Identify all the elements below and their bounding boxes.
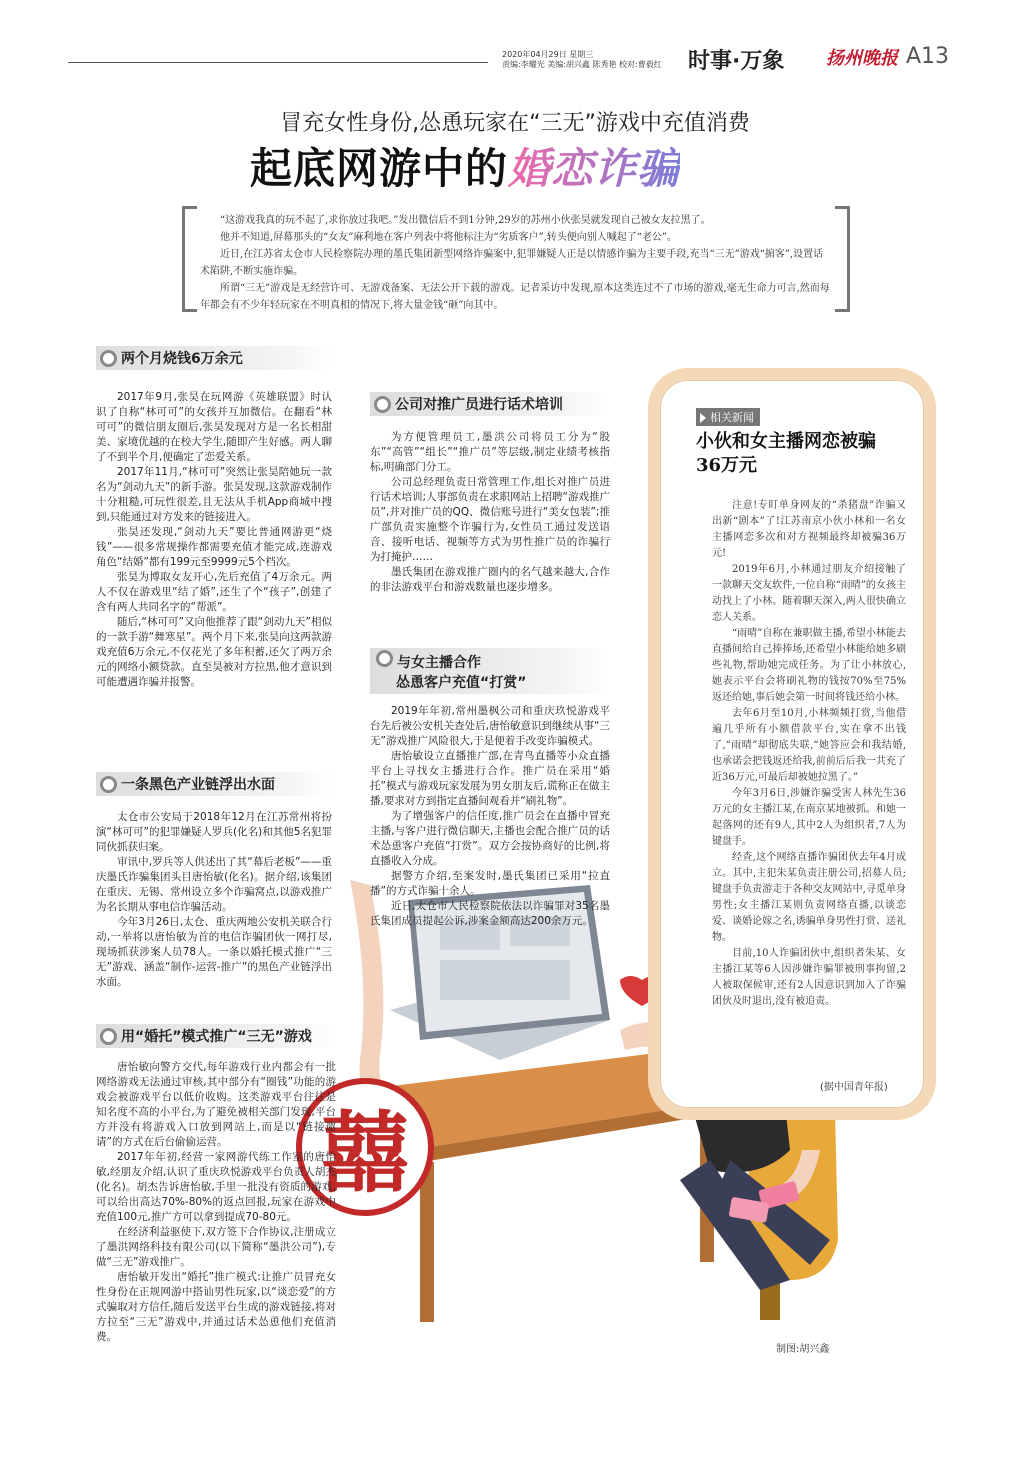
newspaper-logo: 扬州晚报 (826, 48, 898, 69)
article-column-left (96, 346, 332, 690)
article-subhead: 冒充女性身份,怂恿玩家在“三无”游戏中充值消费 (280, 111, 750, 136)
section-heading-text: 一条黑色产业链浮出水面 (121, 777, 275, 793)
article-paragraph: 唐怡敏设立直播推广部,在青鸟直播等小众直播平台上寻找女主播进行合作。推广员在采用“婚托”模式与游戏玩家发展为男女朋友后,谎称正在做主播,要求对方到指定直播间观看并“刷礼物”。 (370, 750, 610, 807)
lead-text (200, 212, 830, 314)
play-icon (700, 413, 706, 423)
header-meta (502, 50, 684, 70)
page-number: A13 (906, 44, 950, 69)
article-column-left-2 (96, 772, 332, 990)
bullet-icon (100, 350, 117, 367)
sidebar-body (712, 498, 906, 1010)
bullet-icon (376, 650, 393, 667)
sidebar-paragraph: 去年6月至10月,小林频频打赏,当他借遍几乎所有小额借款平台,实在拿不出钱了,“雨晴”却彻底失联,“她答应会和我结婚,也承诺会把钱返还给我,前前后后我一共充了近36万元,可最后却被她拉黑了。” (712, 708, 906, 783)
sidebar-title: 小伙和女主播网恋被骗36万元 (696, 431, 876, 476)
article-paragraph: 唐怡敏向警方交代,每年游戏行业内都会有一批网络游戏无法通过审核,其中部分有“圈钱”功能的游戏会被游戏平台以低价收购。这类游戏平台往往是知名度不高的小平台,为了避免被相关部门发现,平台方并没有将游戏入口放到网站上,而是以“链接邀请”的方式在后台偷偷运营。 (96, 1061, 336, 1148)
section-heading-text: 公司对推广员进行话术培训 (395, 397, 563, 413)
lead-paragraph: “这游戏我真的玩不起了,求你放过我吧。”发出微信后不到1分钟,29岁的苏州小伙张昊就发现自己被女友拉黑了。 (220, 215, 711, 226)
headline-text: 起底网游中的 (250, 144, 509, 193)
section-heading (96, 772, 332, 796)
section-heading-text: 与女主播合作 (397, 655, 481, 671)
article-paragraph: 墨氏集团在游戏推广圈内的名气越来越大,合作的非法游戏平台和游戏数量也逐步增多。 (370, 566, 610, 593)
bullet-icon (100, 1028, 117, 1045)
section-heading-text: 用“婚托”模式推广“三无”游戏 (121, 1029, 312, 1045)
article-paragraph: 2017年9月,张昊在玩网游《英雄联盟》时认识了自称“林可可”的女孩并互加微信。在翻看“林可可”的微信朋友圈后,张昊发现对方是一名长相甜美、家境优越的在校大学生,随即产生好感。两人聊了不到半个月,便确定了恋爱关系。 (96, 391, 332, 463)
section-heading-line (376, 650, 604, 672)
lead-paragraph: 他并不知道,屏幕那头的“女友”麻利地在客户列表中将他标注为“劣质客户”,转头便向别人喊起了“老公”。 (220, 232, 678, 243)
staff-line: 责编:李耀光 美编:胡兴鑫 陈秀艳 校对:曹毅红 (502, 60, 662, 69)
section-heading (96, 346, 332, 370)
section-title: 时事·万象 (688, 49, 785, 74)
sidebar-paragraph: 目前,10人诈骗团伙中,组织者朱某、女主播江某等6人因涉嫌诈骗罪被刑事拘留,2人被取保候审,还有2人因意识到加入了诈骗团伙及时退出,没有被追责。 (712, 948, 906, 1007)
article-paragraph: 近日,太仓市人民检察院依法以诈骗罪对35名墨氏集团成员提起公诉,涉案金额高达200余万元。 (370, 900, 610, 927)
bullet-icon (100, 776, 117, 793)
section-heading (370, 392, 610, 416)
sidebar-paragraph: 经查,这个网络直播诈骗团伙去年4月成立。其中,主犯朱某负责注册公司,招募人员;键盘手负责游走于各种交友网站中,寻觅单身男性;女主播江某则负责网络直播,以谈恋爱、谈婚论嫁之名,诱骗单身男性打赏、送礼物。 (712, 852, 906, 943)
article-paragraph: 2017年11月,“林可可”突然让张昊陪她玩一款名为“剑动九天”的新手游。张昊发现,这款游戏制作十分粗糙,可玩性很差,且无法从手机App商城中搜到,只能通过对方发来的链接进入。 (96, 466, 332, 523)
article-paragraph: 唐怡敏开发出“婚托”推广模式:让推广员冒充女性身份在正规网游中搭讪男性玩家,以“谈恋爱”的方式骗取对方信任,随后发送平台生成的游戏链接,将对方拉至“三无”游戏中,并通过话术怂恿他们充值消费。 (96, 1271, 336, 1343)
article-paragraph: 为方便管理员工,墨洪公司将员工分为“股东”“高管”“组长”“推广员”等层级,制定业绩考核指标,明确部门分工。 (370, 431, 610, 473)
headline-highlight: 婚恋诈骗 (508, 144, 681, 193)
article-paragraph: 据警方介绍,至案发时,墨氏集团已采用“拉直播”的方式诈骗十余人。 (370, 870, 610, 897)
article-paragraph: 2017年年初,经营一家网游代练工作室的唐怡敏,经朋友介绍,认识了重庆玖悦游戏平台负责人胡杰(化名)。胡杰告诉唐怡敏,手里一批没有资质的游戏,可以给出高达70%-80%的返点回报,玩家在游戏中充值100元,推广方可以拿到提成70-80元。 (96, 1151, 336, 1223)
article-paragraph: 2019年年初,常州墨枫公司和重庆玖悦游戏平台先后被公安机关查处后,唐怡敏意识到继续从事“三无”游戏推广风险很大,于是便着手改变诈骗模式。 (370, 705, 610, 747)
related-news-label: 相关新闻 (710, 411, 754, 424)
related-news-tag (696, 408, 760, 426)
article-column-left-3 (96, 1024, 336, 1345)
sidebar-paragraph: 注意!专盯单身网友的“杀猪盘”诈骗又出新“剧本”了!江苏南京小伙小林和一名女主播网恋多次和对方视频最终却被骗36万元! (712, 500, 906, 559)
bracket-left (182, 206, 197, 312)
xi-emblem: 囍 (296, 1078, 434, 1216)
section-heading-line-2: 怂恿客户充值“打赏” (396, 675, 527, 691)
article-column-middle (370, 392, 610, 595)
date-line: 2020年04月29日 星期三 (502, 50, 594, 59)
article-headline (250, 136, 680, 196)
article-paragraph: 审讯中,罗兵等人供述出了其“幕后老板”——重庆墨氏诈骗集团头目唐怡敏(化名)。据介绍,该集团在重庆、无锡、常州设立多个诈骗窝点,以游戏推广为名长期从事电信诈骗活动。 (96, 856, 332, 913)
bracket-right (835, 206, 850, 312)
lead-box (182, 206, 850, 314)
sidebar-paragraph: 2019年6月,小林通过朋友介绍接触了一款聊天交友软件,一位自称“雨晴”的女孩主动找上了小林。随着聊天深入,两人很快确立恋人关系。 (712, 564, 906, 623)
article-paragraph: 公司总经理负责日常管理工作,组长对推广员进行话术培训;人事部负责在求职网站上招聘“游戏推广员”,并对推广员的QQ、微信账号进行“美女包装”;推广部负责实施整个诈骗行为,女性员工通过发送语音、接听电话、视频等方式为男性推广员的诈骗行为打掩护…… (370, 476, 610, 563)
lead-paragraph: 近日,在江苏省太仓市人民检察院办理的墨氏集团新型网络诈骗案中,犯罪嫌疑人正是以情感诈骗为主要手段,充当“三无”游戏“掮客”,设置话术陷阱,不断实施诈骗。 (200, 249, 824, 277)
section-heading-text: 两个月烧钱6万余元 (121, 351, 243, 367)
lead-paragraph: 所谓“三无”游戏是无经营许可、无游戏备案、无法公开下载的游戏。记者采访中发现,原本这类连过不了市场的游戏,毫无生命力可言,然而每年都会有不少年轻玩家在不明真相的情况下,将大量金钱“砸”向其中。 (200, 283, 830, 311)
sidebar-source: (据中国青年报) (820, 1082, 888, 1093)
bullet-icon (374, 396, 391, 413)
article-paragraph: 张昊还发现,“剑动九天”要比普通网游更“烧钱”——很多常规操作都需要充值才能完成,连游戏角色“结婚”都有199元至9999元5个档次。 (96, 526, 332, 568)
article-paragraph: 太仓市公安局于2018年12月在江苏常州将扮演“林可可”的犯罪嫌疑人罗兵(化名)和其他5名犯罪同伙抓获归案。 (96, 811, 332, 853)
article-paragraph: 为了增强客户的信任度,推广员会在直播中冒充主播,与客户进行微信聊天,主播也会配合推广员的话术怂恿客户充值“打赏”。双方会按协商好的比例,将直播收入分成。 (370, 810, 610, 867)
section-heading (370, 648, 610, 694)
section-heading (96, 1024, 336, 1048)
article-paragraph: 张昊为博取女友开心,先后充值了4万余元。两人不仅在游戏里“结了婚”,还生了个“孩子”,创建了含有两人共同名字的“帮派”。 (96, 571, 332, 613)
article-column-middle-2 (370, 648, 610, 929)
article-paragraph: 今年3月26日,太仓、重庆两地公安机关联合行动,一举将以唐怡敏为首的电信诈骗团伙一网打尽,现场抓获涉案人员78人。一条以婚托模式推广“三无”游戏、涵盖“制作-运营-推广”的黑色产业链浮出水面。 (96, 916, 332, 988)
header-rule (68, 62, 488, 63)
sidebar-paragraph: “雨晴”自称在兼职做主播,希望小林能去直播间给自己捧捧场,还希望小林能给她多刷些礼物,帮助她完成任务。为了让小林放心,她表示平台会将刷礼物的钱按70%至75%返还给她,事后她会第一时间将钱还给小林。 (712, 628, 906, 703)
article-paragraph: 随后,“林可可”又向他推荐了跟“剑动九天”相似的一款手游“舞寒星”。两个月下来,张昊向这两款游戏充值6万余元,不仅花光了多年积蓄,还欠了两万余元的网络小额贷款。直至昊被对方拉黑,他才意识到可能遭遇诈骗并报警。 (96, 616, 332, 688)
illustration-credit: 制图:胡兴鑫 (776, 1344, 830, 1355)
sidebar-paragraph: 今年3月6日,涉嫌诈骗受害人林先生36万元的女主播江某,在南京某地被抓。和她一起落网的还有9人,其中2人为组织者,7人为键盘手。 (712, 788, 906, 847)
article-paragraph: 在经济利益驱使下,双方签下合作协议,注册成立了墨洪网络科技有限公司(以下简称“墨洪公司”),专做“三无”游戏推广。 (96, 1226, 336, 1268)
